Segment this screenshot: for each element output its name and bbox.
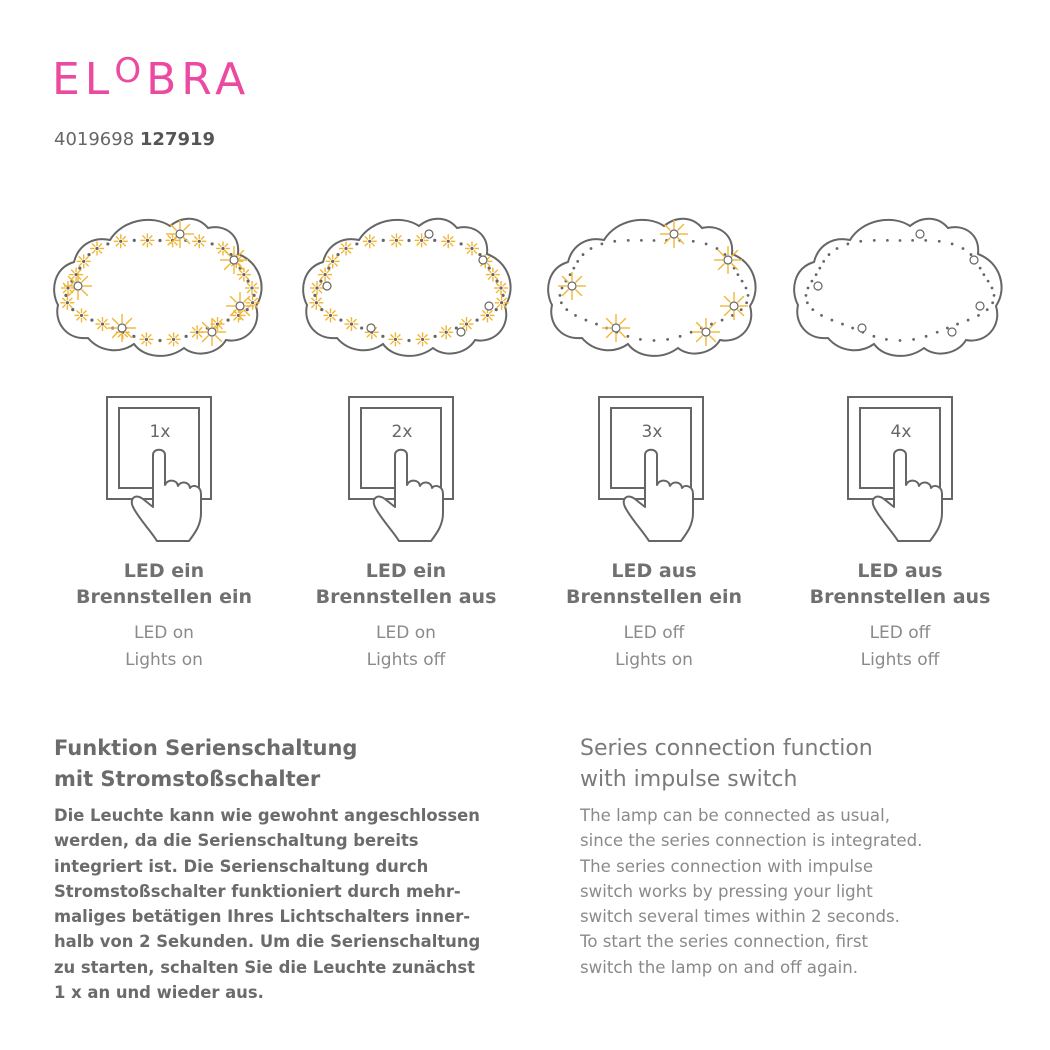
cloud-lamp-4: [788, 210, 1013, 360]
led-dot: [925, 335, 928, 338]
led-dot: [899, 239, 902, 242]
led-dot: [82, 260, 85, 263]
led-dot: [569, 273, 572, 276]
led-dot: [595, 323, 598, 326]
bulb: [457, 328, 465, 336]
hand-icon: [624, 450, 693, 541]
led-dot: [71, 308, 74, 311]
mode-caption-1: [44, 558, 284, 674]
led-dot: [407, 239, 410, 242]
section-body-en: The lamp can be connected as usual, since the series connection is integrated. The series connection with impulse switch works by pressing your light switch several times within 2 seconds. To start the series connection, first switch the lamp on and off again.: [580, 806, 923, 977]
bulb: [568, 282, 576, 290]
led-dot: [721, 319, 724, 322]
led-dot: [851, 327, 854, 330]
bulb: [724, 256, 732, 264]
led-dot: [350, 322, 353, 325]
led-dot: [80, 314, 83, 317]
led-dot: [66, 286, 69, 289]
led-dot: [818, 267, 821, 270]
mode-de-led: LED aus: [857, 560, 943, 582]
mode-en-lights: Lights on: [615, 650, 693, 670]
section-title-de: Funktion Serienschaltung mit Stromstoßschalter: [54, 736, 358, 791]
bulb: [970, 256, 978, 264]
led-dot: [447, 240, 450, 243]
switch-3: [597, 395, 712, 545]
led-dot: [499, 286, 502, 289]
led-dot: [559, 294, 562, 297]
led-dot: [368, 240, 371, 243]
cloud-outline: [548, 219, 755, 356]
bulb: [367, 324, 375, 332]
led-dot: [983, 273, 986, 276]
led-dot: [101, 322, 104, 325]
led-dot: [811, 280, 814, 283]
led-dot: [132, 335, 135, 338]
switch-2: [347, 395, 462, 545]
led-dot: [445, 331, 448, 334]
cloud-lamp-1: [48, 210, 273, 360]
brand-logo: $EL^OBRA$: [52, 51, 251, 105]
bulb: [858, 324, 866, 332]
mode-en-led: LED on: [134, 623, 194, 643]
led-dot: [158, 339, 161, 342]
led-dot: [640, 239, 643, 242]
section-body-de: Die Leuchte kann wie gewohnt angeschlossen werden, da die Serienschaltung bereits integriert ist. Die Serienschaltung durch Stromstoßschalter funktioniert durch mehr- maliges betätigen Ihres Lichtschalters inner- halb von 2 Sekunden. Um die Serienschaltung zu starten, schalten Sie die Leuchte zunächst 1 x an und wieder aus.: [54, 806, 481, 1003]
led-dot: [382, 239, 385, 242]
led-dot: [495, 280, 498, 283]
led-dot: [251, 301, 254, 304]
led-dot: [320, 308, 323, 311]
led-dot: [740, 308, 743, 311]
led-dot: [146, 239, 149, 242]
led-dot: [872, 335, 875, 338]
led-dot: [172, 338, 175, 341]
led-dot: [211, 242, 214, 245]
article-number: [54, 129, 215, 150]
bulb: [948, 328, 956, 336]
article-prefix: 4019698: [54, 129, 135, 150]
mode-de-led: LED aus: [611, 560, 697, 582]
led-dot: [106, 242, 109, 245]
led-dot: [639, 338, 642, 341]
led-dot: [246, 280, 249, 283]
led-dot: [319, 280, 322, 283]
hand-icon: [132, 450, 201, 541]
bulb: [612, 324, 620, 332]
led-dot: [627, 239, 630, 242]
led-dot: [822, 260, 825, 263]
cloud-lamp-3: [542, 210, 767, 360]
bulb: [976, 302, 984, 310]
led-dot: [979, 267, 982, 270]
led-dot: [747, 294, 750, 297]
led-dot: [119, 240, 122, 243]
led-dot: [967, 319, 970, 322]
mode-en-lights: Lights off: [860, 650, 940, 670]
led-dot: [815, 273, 818, 276]
led-dot: [407, 339, 410, 342]
mode-de-led: LED ein: [365, 560, 447, 582]
led-dot: [886, 239, 889, 242]
led-dot: [313, 294, 316, 297]
led-dot: [745, 301, 748, 304]
led-dot: [185, 335, 188, 338]
led-dot: [381, 335, 384, 338]
bulb: [230, 256, 238, 264]
led-dot: [899, 339, 902, 342]
mode-en-lights: Lights off: [366, 650, 446, 670]
led-dot: [977, 314, 980, 317]
mode-de-led: LED ein: [123, 560, 205, 582]
led-dot: [716, 247, 719, 250]
led-dot: [470, 247, 473, 250]
led-dot: [315, 286, 318, 289]
led-dot: [327, 267, 330, 270]
bulb: [425, 230, 433, 238]
cloud-outline: [794, 219, 1001, 356]
led-dot: [585, 319, 588, 322]
led-dot: [846, 243, 849, 246]
led-dot: [242, 273, 245, 276]
mode-de-lights: Brennstellen aus: [315, 586, 497, 608]
led-dot: [74, 273, 77, 276]
mode-en-led: LED off: [869, 623, 931, 643]
led-dot: [679, 335, 682, 338]
led-dot: [246, 308, 249, 311]
led-dot: [692, 240, 695, 243]
led-dot: [478, 253, 481, 256]
press-count: 4x: [890, 422, 912, 442]
led-dot: [158, 239, 161, 242]
led-dot: [331, 260, 334, 263]
led-dot: [565, 308, 568, 311]
led-dot: [572, 267, 575, 270]
led-dot: [433, 239, 436, 242]
led-dot: [653, 239, 656, 242]
led-dot: [806, 301, 809, 304]
led-dot: [133, 239, 136, 242]
led-dot: [344, 247, 347, 250]
led-dot: [420, 239, 423, 242]
bulb: [176, 230, 184, 238]
press-count: 3x: [641, 422, 663, 442]
led-dot: [66, 301, 69, 304]
led-dot: [912, 338, 915, 341]
led-dot: [323, 273, 326, 276]
mode-en-led: LED on: [376, 623, 436, 643]
mode-caption-3: [534, 558, 774, 674]
led-dot: [970, 253, 973, 256]
led-dot: [987, 280, 990, 283]
switch-4: [846, 395, 961, 545]
led-dot: [653, 339, 656, 342]
led-dot: [574, 314, 577, 317]
led-dot: [329, 314, 332, 317]
led-dot: [811, 308, 814, 311]
led-dot: [355, 242, 358, 245]
bulb: [916, 230, 924, 238]
led-dot: [145, 338, 148, 341]
led-dot: [873, 239, 876, 242]
cloud-outline: [54, 219, 261, 356]
mode-de-lights: Brennstellen ein: [75, 586, 253, 608]
led-dot: [993, 294, 996, 297]
mode-de-lights: Brennstellen aus: [809, 586, 991, 608]
bulb: [479, 256, 487, 264]
bulb: [814, 282, 822, 290]
press-count: 2x: [391, 422, 413, 442]
led-dot: [488, 267, 491, 270]
cloud-lamp-2: [297, 210, 522, 360]
mode-caption-4: [780, 558, 1020, 674]
led-dot: [315, 301, 318, 304]
led-dot: [991, 287, 994, 290]
led-dot: [805, 294, 808, 297]
led-dot: [360, 326, 363, 329]
section-title-en: Series connection function with impulse switch: [580, 736, 873, 792]
led-dot: [938, 240, 941, 243]
mode-de-lights: Brennstellen ein: [565, 586, 743, 608]
mode-caption-2: [286, 558, 526, 674]
led-dot: [198, 240, 201, 243]
bulb: [323, 282, 331, 290]
led-dot: [495, 308, 498, 311]
led-dot: [962, 247, 965, 250]
led-dot: [394, 338, 397, 341]
led-dot: [576, 260, 579, 263]
led-dot: [421, 338, 424, 341]
led-dot: [859, 240, 862, 243]
led-dot: [836, 247, 839, 250]
led-dot: [666, 338, 669, 341]
led-dot: [339, 318, 342, 321]
led-dot: [560, 301, 563, 304]
led-dot: [95, 247, 98, 250]
led-dot: [460, 242, 463, 245]
led-dot: [820, 314, 823, 317]
led-dot: [911, 239, 914, 242]
led-dot: [956, 323, 959, 326]
bulb: [485, 302, 493, 310]
led-dot: [885, 338, 888, 341]
led-dot: [336, 253, 339, 256]
led-dot: [486, 314, 489, 317]
led-dot: [924, 239, 927, 242]
led-dot: [226, 318, 229, 321]
led-dot: [250, 286, 253, 289]
mode-en-lights: Lights on: [125, 650, 203, 670]
led-dot: [221, 247, 224, 250]
led-dot: [64, 294, 67, 297]
led-dot: [841, 323, 844, 326]
article-id: 127919: [139, 129, 216, 150]
press-count: 1x: [149, 422, 171, 442]
led-dot: [491, 273, 494, 276]
led-dot: [434, 335, 437, 338]
led-dot: [936, 331, 939, 334]
bulb: [208, 328, 216, 336]
led-dot: [600, 243, 603, 246]
hand-icon: [873, 450, 942, 541]
bulb: [730, 302, 738, 310]
hand-icon: [374, 450, 443, 541]
bulb: [702, 328, 710, 336]
bulb: [236, 302, 244, 310]
led-dot: [745, 287, 748, 290]
led-dot: [90, 318, 93, 321]
led-dot: [561, 287, 564, 290]
led-dot: [613, 240, 616, 243]
led-dot: [395, 239, 398, 242]
led-dot: [946, 327, 949, 330]
mode-en-led: LED off: [623, 623, 685, 643]
led-dot: [991, 301, 994, 304]
switch-1: [105, 395, 220, 545]
led-dot: [465, 322, 468, 325]
led-dot: [737, 273, 740, 276]
bulb: [118, 324, 126, 332]
led-dot: [626, 335, 629, 338]
led-dot: [78, 267, 81, 270]
led-dot: [500, 301, 503, 304]
led-dot: [590, 247, 593, 250]
led-dot: [582, 253, 585, 256]
bulb: [74, 282, 82, 290]
led-dot: [951, 243, 954, 246]
led-dot: [475, 318, 478, 321]
led-dot: [87, 253, 90, 256]
cloud-outline: [303, 219, 510, 356]
bulb: [670, 230, 678, 238]
led-dot: [986, 308, 989, 311]
led-dot: [705, 243, 708, 246]
led-dot: [828, 253, 831, 256]
led-dot: [831, 319, 834, 322]
led-dot: [807, 287, 810, 290]
led-dot: [741, 280, 744, 283]
